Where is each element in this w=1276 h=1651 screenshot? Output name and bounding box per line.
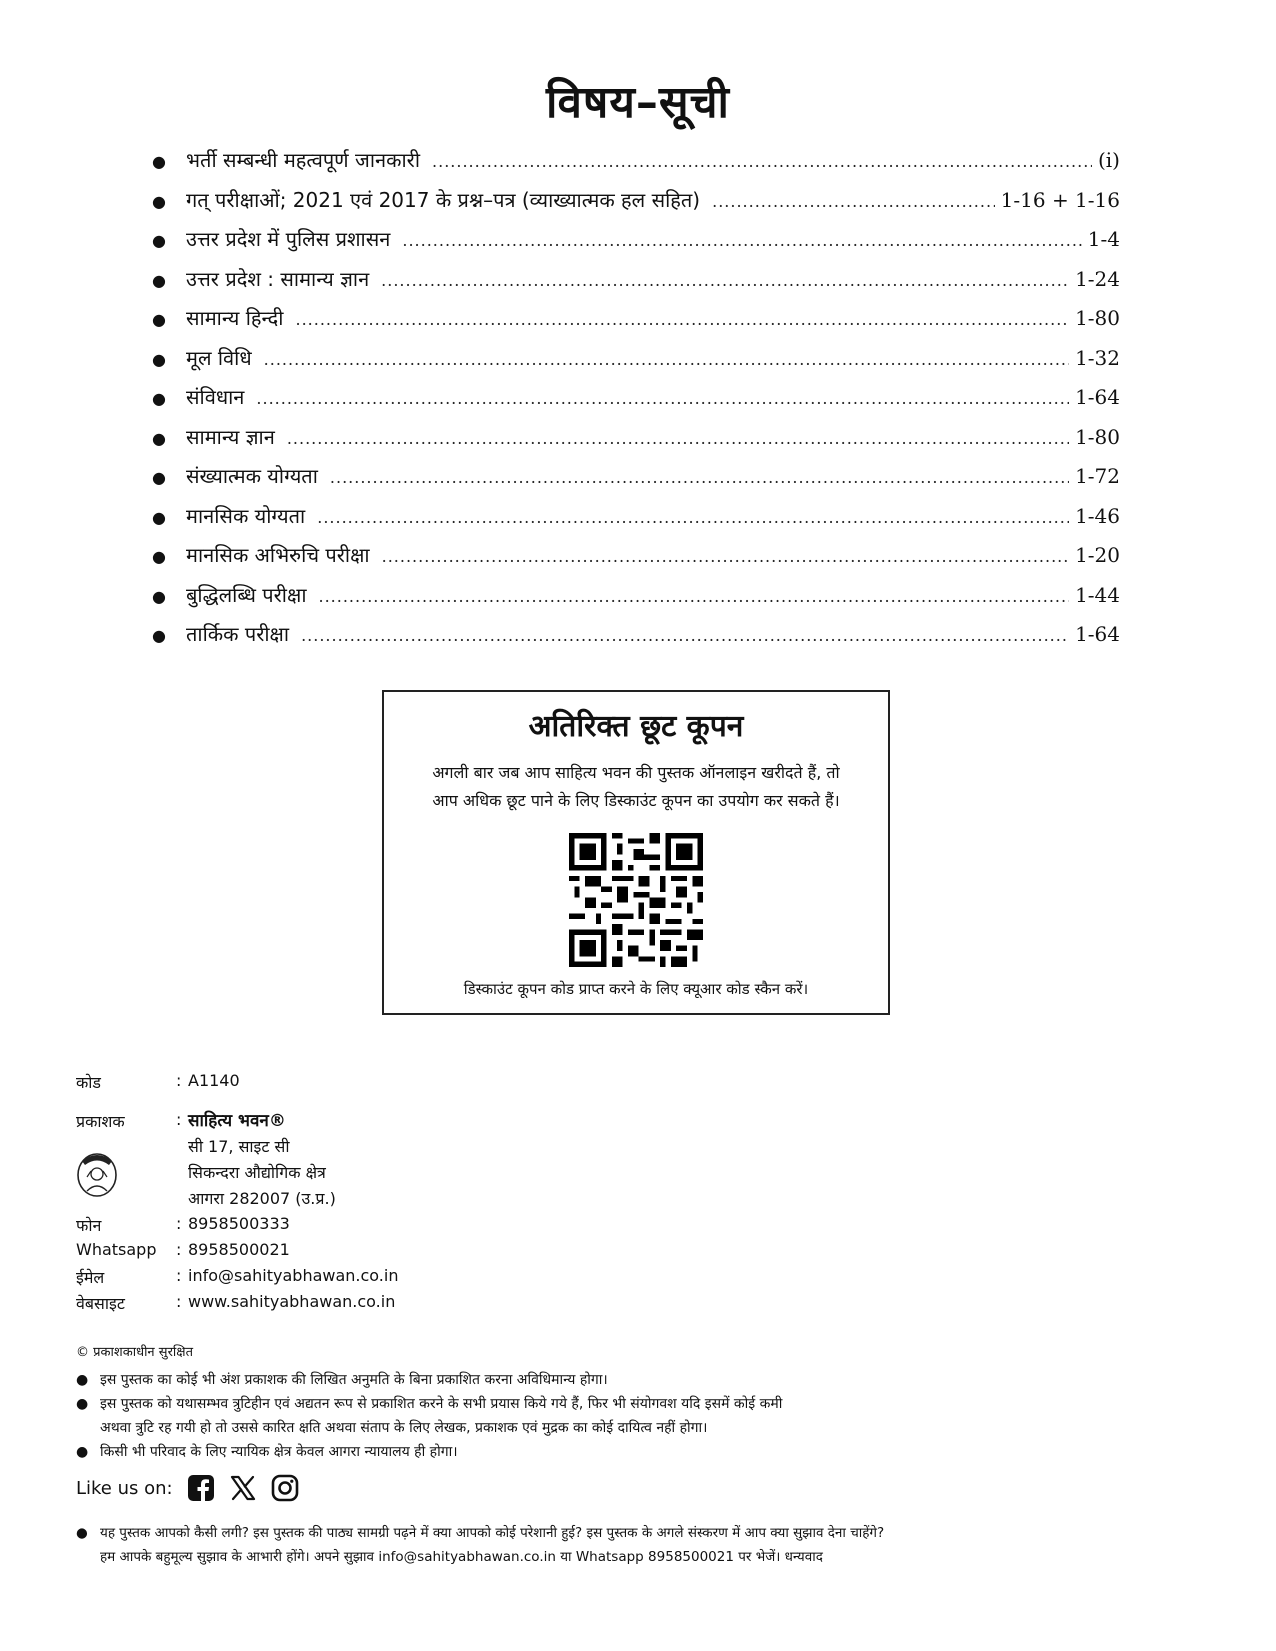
separator: : (176, 1110, 182, 1129)
legal-rules (76, 1368, 1216, 1464)
toc-label: गत् परीक्षाओं; 2021 एवं 2017 के प्रश्न–पत्र (व्याख्यात्मक हल सहित) (186, 187, 701, 212)
toc-page: 1-4 (1087, 227, 1120, 251)
toc-label: मूल विधि (186, 345, 252, 370)
rule-text: इस पुस्तक का कोई भी अंश प्रकाशक की लिखित अनुमति के बिना प्रकाशित करना अविधिमान्य होगा। (100, 1372, 608, 1388)
coupon-note: डिस्काउंट कूपन कोड प्राप्त करने के लिए क्यूआर कोड स्कैन करें। (463, 980, 809, 998)
website-label: वेबसाइट (76, 1294, 125, 1313)
toc-page: 1-46 (1075, 503, 1120, 528)
bullet-icon: ● (152, 349, 166, 369)
toc-label: उत्तर प्रदेश : सामान्य ज्ञान (186, 266, 370, 291)
address-line: सिकन्दरा औद्योगिक क्षेत्र (188, 1163, 326, 1182)
phone-value[interactable]: 8958500333 (188, 1214, 290, 1233)
bullet-icon: ● (152, 428, 166, 448)
coupon-line: अगली बार जब आप साहित्य भवन की पुस्तक ऑनलाइन खरीदते हैं, तो (432, 763, 840, 782)
bullet-icon: ● (76, 1444, 89, 1460)
rule-item-continued (76, 1416, 1216, 1440)
toc-row (152, 462, 1120, 502)
bullet-icon: ● (152, 191, 166, 211)
toc-label: सामान्य हिन्दी (186, 306, 284, 330)
toc-page: 1-20 (1075, 543, 1120, 567)
separator: : (176, 1240, 182, 1259)
feedback-line: यह पुस्तक आपको कैसी लगी? इस पुस्तक की पाठ्य सामग्री पढ़ने में क्या आपको कोई परेशानी हुई? इस पुस्तक के अगले संस्करण में आप क्या सुझाव देना चाहेंगे? (100, 1525, 885, 1541)
toc-page: 1-64 (1075, 622, 1120, 646)
bullet-icon: ● (152, 586, 166, 606)
toc-label: संख्यात्मक योग्यता (186, 464, 318, 488)
bullet-icon: ● (152, 270, 166, 290)
bullet-icon: ● (76, 1525, 88, 1541)
toc-label: सामान्य ज्ञान (186, 424, 275, 449)
toc-page: 1-32 (1075, 345, 1120, 370)
toc-row (152, 146, 1120, 186)
coupon-description (384, 759, 888, 815)
page-title: विषय–सूची (546, 77, 730, 128)
dot-leader (402, 231, 1081, 250)
dot-leader (381, 271, 1069, 290)
dot-leader (301, 626, 1069, 645)
table-of-contents (152, 146, 1120, 660)
dot-leader (382, 547, 1069, 566)
rule-text: इस पुस्तक को यथासम्भव त्रुटिहीन एवं अद्यतन रूप से प्रकाशित करने के सभी प्रयास किये गये हैं, फिर भी संयोगवश यदि इसमें कोई कमी (100, 1396, 783, 1412)
toc-page: 1-44 (1075, 582, 1120, 607)
toc-row (152, 344, 1120, 384)
bullet-icon: ● (152, 152, 166, 171)
toc-page: 1-72 (1075, 464, 1120, 488)
coupon-title: अतिरिक्त छूट कूपन (528, 709, 744, 744)
dot-leader (317, 508, 1069, 527)
bullet-icon: ● (152, 507, 166, 527)
facebook-icon[interactable] (187, 1474, 215, 1502)
dot-leader (264, 350, 1069, 369)
copyright-notice: © प्रकाशकाधीन सुरक्षित (76, 1345, 193, 1360)
bullet-icon: ● (152, 310, 166, 329)
toc-row (152, 423, 1120, 463)
rule-text: अथवा त्रुटि रह गयी हो तो उससे कारित क्षति अथवा संताप के लिए लेखक, प्रकाशक एवं मुद्रक का कोई दायित्व नहीं होगा। (100, 1420, 708, 1436)
email-link[interactable]: info@sahityabhawan.co.in (188, 1266, 399, 1285)
bullet-icon: ● (76, 1372, 89, 1388)
code-value: A1140 (188, 1071, 240, 1090)
dot-leader (287, 429, 1069, 448)
phone-label: फोन (76, 1216, 102, 1235)
toc-label: भर्ती सम्बन्धी महत्वपूर्ण जानकारी (186, 148, 421, 172)
qr-code-icon[interactable] (569, 833, 703, 967)
toc-row (152, 383, 1120, 423)
feedback-line: हम आपके बहुमूल्य सुझाव के आभारी होंगे। अपने सुझाव info@sahityabhawan.co.in या Whatsapp 8958500021 पर भेजें। धन्यवाद (100, 1549, 823, 1565)
toc-row (152, 541, 1120, 581)
feedback-request (76, 1521, 1226, 1569)
dot-leader (295, 310, 1069, 329)
rule-item (76, 1392, 1216, 1416)
toc-row (152, 502, 1120, 542)
toc-label: तार्किक परीक्षा (186, 622, 290, 646)
social-links (76, 1474, 299, 1502)
toc-row (152, 265, 1120, 305)
email-label: ईमेल (76, 1268, 105, 1287)
toc-label: मानसिक अभिरुचि परीक्षा (186, 543, 370, 567)
separator: : (176, 1214, 182, 1233)
bullet-icon: ● (152, 389, 166, 408)
toc-row (152, 225, 1120, 265)
toc-label: उत्तर प्रदेश में पुलिस प्रशासन (186, 227, 391, 251)
publisher-name: साहित्य भवन® (188, 1111, 286, 1131)
dot-leader (712, 192, 995, 211)
toc-page: 1-24 (1075, 266, 1120, 291)
rule-text: किसी भी परिवाद के लिए न्यायिक क्षेत्र केवल आगरा न्यायालय ही होगा। (100, 1444, 458, 1460)
dot-leader (319, 587, 1070, 606)
whatsapp-label: Whatsapp (76, 1240, 157, 1259)
social-label: Like us on: (76, 1477, 173, 1499)
toc-row (152, 304, 1120, 344)
publisher-logo-icon (74, 1147, 120, 1199)
toc-row (152, 620, 1120, 660)
toc-page: (i) (1097, 148, 1120, 172)
dot-leader (256, 389, 1069, 408)
bullet-icon: ● (152, 626, 166, 645)
code-label: कोड (76, 1073, 101, 1092)
bullet-icon: ● (152, 231, 166, 250)
toc-row (152, 186, 1120, 226)
publisher-label: प्रकाशक (76, 1112, 125, 1131)
separator: : (176, 1292, 182, 1311)
toc-label: संविधान (186, 385, 245, 409)
toc-page: 1-80 (1075, 306, 1120, 330)
whatsapp-value[interactable]: 8958500021 (188, 1240, 290, 1259)
toc-page: 1-64 (1075, 385, 1120, 409)
bullet-icon: ● (152, 468, 166, 487)
bullet-icon: ● (152, 547, 166, 566)
dot-leader (432, 152, 1092, 171)
toc-label: बुद्धिलब्धि परीक्षा (186, 582, 307, 607)
dot-leader (330, 468, 1069, 487)
separator: : (176, 1071, 182, 1090)
toc-page: 1-80 (1075, 424, 1120, 449)
address-line: आगरा 282007 (उ.प्र.) (188, 1189, 336, 1208)
toc-row (152, 581, 1120, 621)
bullet-icon: ● (76, 1396, 89, 1412)
separator: : (176, 1266, 182, 1285)
address-line: सी 17, साइट सी (188, 1137, 290, 1156)
instagram-icon[interactable] (271, 1474, 299, 1502)
rule-item (76, 1368, 1216, 1392)
coupon-line: आप अधिक छूट पाने के लिए डिस्काउंट कूपन का उपयोग कर सकते हैं। (432, 791, 840, 810)
toc-page: 1-16 + 1-16 (1000, 187, 1120, 212)
toc-label: मानसिक योग्यता (186, 503, 306, 528)
rule-item (76, 1440, 1216, 1464)
discount-coupon-box (382, 690, 890, 1015)
website-link[interactable]: www.sahityabhawan.co.in (188, 1292, 396, 1311)
x-icon[interactable] (229, 1474, 257, 1502)
